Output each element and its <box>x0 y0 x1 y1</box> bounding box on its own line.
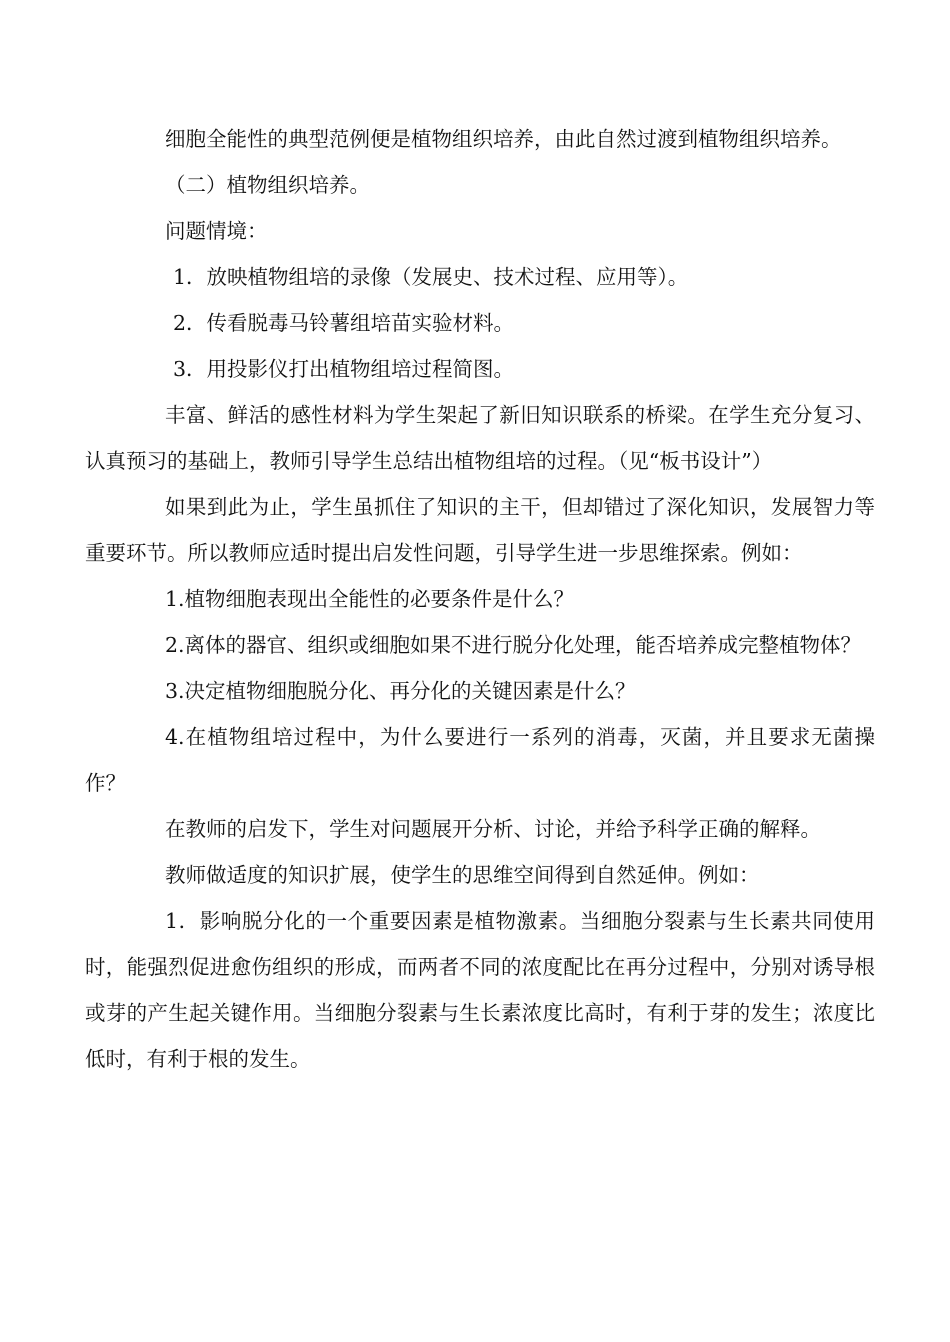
paragraph-heuristic: 如果到此为止，学生虽抓住了知识的主干，但却错过了深化知识，发展智力等重要环节。所以教师应适时提出启发性问题，引导学生进一步思维探索。例如： <box>85 495 875 565</box>
paragraph-intro: 细胞全能性的典型范例便是植物组织培养，由此自然过渡到植物组织培养。 <box>165 127 842 151</box>
list-item: 3．用投影仪打出植物组培过程简图。 <box>173 357 515 381</box>
question-item: 1.植物细胞表现出全能性的必要条件是什么？ <box>165 587 575 611</box>
paragraph-materials: 丰富、鲜活的感性材料为学生架起了新旧知识联系的桥梁。在学生充分复习、认真预习的基础上，教师引导学生总结出植物组培的过程。（见“板书设计”） <box>85 403 875 473</box>
question-item: 3.决定植物细胞脱分化、再分化的关键因素是什么？ <box>165 679 636 703</box>
list-item: 1．放映植物组培的录像（发展史、技术过程、应用等）。 <box>173 265 689 289</box>
extension-item: 1．影响脱分化的一个重要因素是植物激素。当细胞分裂素与生长素共同使用时，能强烈促进愈伤组织的形成，而两者不同的浓度配比在再分过程中，分别对诱导根或芽的产生起关键作用。当细胞分裂素与生长素浓度比高时，有利于芽的发生；浓度比低时，有利于根的发生。 <box>85 909 875 1071</box>
section-heading: （二）植物组织培养。 <box>165 173 370 197</box>
paragraph-discussion: 在教师的启发下，学生对问题展开分析、讨论，并给予科学正确的解释。 <box>165 817 821 841</box>
list-item: 2．传看脱毒马铃薯组培苗实验材料。 <box>173 311 515 335</box>
paragraph-problem-context-label: 问题情境： <box>165 219 268 243</box>
question-item: 2.离体的器官、组织或细胞如果不进行脱分化处理，能否培养成完整植物体？ <box>165 633 862 657</box>
paragraph-extension: 教师做适度的知识扩展，使学生的思维空间得到自然延伸。例如： <box>165 863 760 887</box>
document-body <box>85 116 875 1082</box>
question-item: 4.在植物组培过程中，为什么要进行一系列的消毒，灭菌，并且要求无菌操作？ <box>85 725 875 795</box>
